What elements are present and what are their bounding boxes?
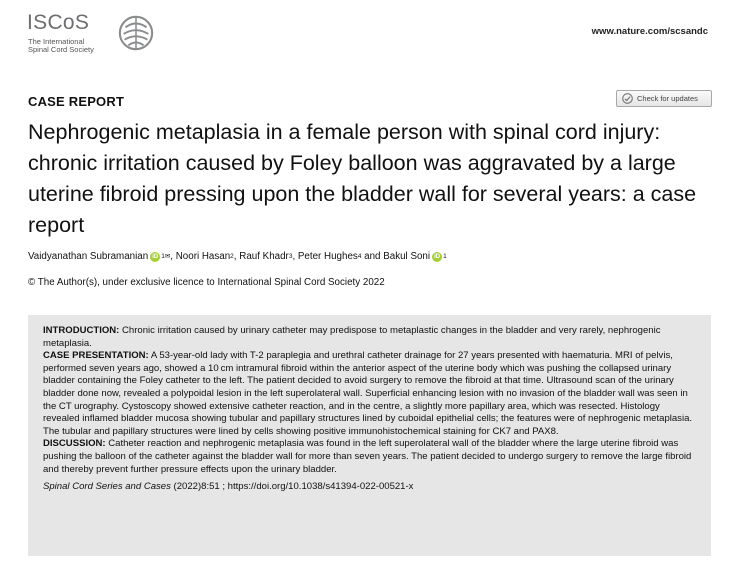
citation [43, 481, 699, 494]
author-name[interactable]: Peter Hughes [297, 251, 358, 262]
logo-name: ISCoS [27, 11, 90, 34]
orcid-icon[interactable]: iD [434, 253, 441, 260]
iscos-logo [27, 11, 157, 55]
author-separator: , [233, 251, 240, 262]
author-name[interactable]: Noori Hasan [175, 251, 231, 262]
author-name[interactable]: Bakul Soni [383, 251, 431, 262]
author-name[interactable]: Rauf Khadr [239, 251, 289, 262]
author-separator: , [170, 251, 176, 262]
section-label: INTRODUCTION: [43, 325, 120, 336]
logo-subtitle-line1: The International [28, 37, 85, 46]
journal-url-link[interactable]: www.nature.com/scsandc [591, 26, 708, 37]
section-text: Chronic irritation caused by urinary catheter may predispose to metaplastic changes in the bladder and very rarely, nephrogenic metaplasia. [43, 325, 661, 349]
author-list: Vaidyanathan Subramanian iD 1✉ , Noori Hasan 2 , Rauf Khadr 3 , Peter Hughes 4 and Bakul Soni iD 1 [28, 251, 447, 262]
orcid-icon[interactable]: iD [152, 253, 159, 260]
section-label: DISCUSSION: [43, 438, 106, 450]
abstract-introduction [43, 325, 699, 350]
check-updates-label: Check for updates [637, 94, 698, 103]
abstract-box [28, 315, 711, 556]
author-separator: and [361, 251, 384, 262]
article-title: Nephrogenic metaplasia in a female person with spinal cord injury: chronic irritation caused by Foley balloon was aggravated by a large uterine fibroid pressing upon the bladder wall for several years: a case report [28, 120, 697, 237]
author-name[interactable]: Vaidyanathan Subramanian [28, 251, 149, 262]
check-for-updates-button[interactable] [616, 90, 712, 107]
section-label: CASE PRESENTATION: [43, 350, 149, 362]
check-updates-icon [622, 93, 633, 104]
copyright-notice: © The Author(s), under exclusive licence to International Spinal Cord Society 2022 [28, 277, 385, 288]
citation-doi[interactable]: (2022)8:51 ; https://doi.org/10.1038/s41394-022-00521-x [170, 481, 414, 493]
abstract-discussion [43, 438, 699, 476]
citation-journal: Spinal Cord Series and Cases [43, 481, 171, 493]
logo-subtitle-line2: Spinal Cord Society [28, 45, 94, 54]
section-text: A 53-year-old lady with T-2 paraplegia and urethral catheter drainage for 27 years presented with haematuria. MRI of pelvis, performed seven years ago, showed a 10 cm intramural fibroid within the anterior aspect of the uterine body which was pushing the collapsed urinary bladder containing the Foley catheter to the left. The patient decided to avoid surgery to remove the fibroid at that time. Ultrasound scan of the urinary bladder done now, revealed a polypoidal lesion in the left superolateral wall. Superficial enhancing lesion with no invasion of the bladder wall was seen in the CT urography. Cystoscopy showed extensive catheter reaction, and in the centre, a slightly more papillary area, which was resected. Histology revealed inflamed bladder mucosa showing tubular and papillary structures lined by cuboidal epithelial cells; the features were of nephrogenic metaplasia. The tubular and papillary structures were lined by cells showing positive immunohistochemical staining for CK7 and PAX8. [43, 350, 693, 437]
globe-icon [117, 14, 155, 52]
abstract-case-presentation [43, 350, 699, 438]
article-type: CASE REPORT [28, 94, 125, 109]
author-separator: , [292, 251, 298, 262]
section-text: Catheter reaction and nephrogenic metaplasia was found in the left superolateral wall of the bladder where the large uterine fibroid was pushing the balloon of the catheter against the bladder wall for more than seven years. The patient decided to undergo surgery to remove the large fibroid and thereby prevent further pressure effects upon the urinary bladder. [43, 438, 692, 475]
